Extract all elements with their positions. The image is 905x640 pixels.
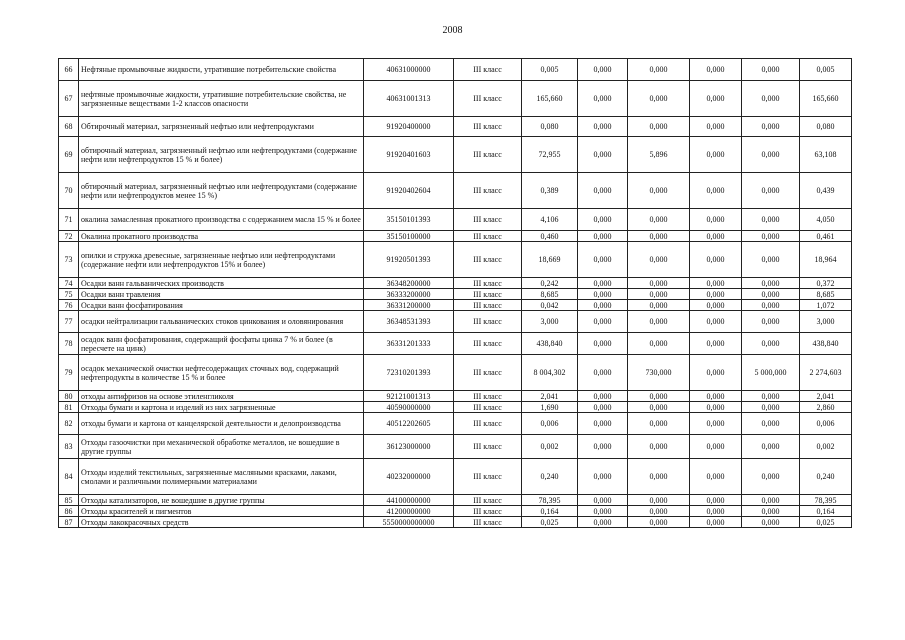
row-number-cell: 69 xyxy=(59,137,79,173)
row-number-cell: 75 xyxy=(59,289,79,300)
value-cell: 0,000 xyxy=(628,242,690,278)
table-row xyxy=(59,209,852,231)
value-cell: 0,000 xyxy=(578,300,628,311)
waste-name-cell: Отходы бумаги и картона и изделий из них загрязненные xyxy=(79,402,364,413)
value-cell: 0,000 xyxy=(628,435,690,459)
value-cell: 0,000 xyxy=(628,506,690,517)
waste-code-cell: 91920402604 xyxy=(364,173,454,209)
row-number-cell: 72 xyxy=(59,231,79,242)
row-number-cell: 83 xyxy=(59,435,79,459)
value-cell: 78,395 xyxy=(800,495,852,506)
value-cell: 0,000 xyxy=(690,413,742,435)
table-row xyxy=(59,435,852,459)
value-cell: 18,964 xyxy=(800,242,852,278)
table-row xyxy=(59,81,852,117)
value-cell: 0,000 xyxy=(690,173,742,209)
row-number-cell: 84 xyxy=(59,459,79,495)
value-cell: 0,164 xyxy=(522,506,578,517)
hazard-class-cell: III класс xyxy=(454,311,522,333)
waste-code-cell: 40590000000 xyxy=(364,402,454,413)
value-cell: 0,000 xyxy=(628,300,690,311)
row-number-cell: 67 xyxy=(59,81,79,117)
value-cell: 0,005 xyxy=(522,59,578,81)
waste-name-cell: осадок механической очистки нефтесодержащих сточных вод, содержащий нефтепродукты в количестве 15 % и более xyxy=(79,355,364,391)
waste-name-cell: Отходы катализаторов, не вошедшие в другие группы xyxy=(79,495,364,506)
table-row xyxy=(59,173,852,209)
hazard-class-cell: III класс xyxy=(454,517,522,528)
value-cell: 0,042 xyxy=(522,300,578,311)
table-row xyxy=(59,495,852,506)
waste-name-cell: Окалина прокатного производства xyxy=(79,231,364,242)
value-cell: 0,000 xyxy=(578,242,628,278)
value-cell: 5,896 xyxy=(628,137,690,173)
page-number: 2008 xyxy=(442,25,463,36)
hazard-class-cell: III класс xyxy=(454,242,522,278)
waste-code-cell: 40232000000 xyxy=(364,459,454,495)
hazard-class-cell: III класс xyxy=(454,413,522,435)
row-number-cell: 66 xyxy=(59,59,79,81)
value-cell: 1,072 xyxy=(800,300,852,311)
value-cell: 0,000 xyxy=(742,81,800,117)
row-number-cell: 80 xyxy=(59,391,79,402)
value-cell: 0,002 xyxy=(522,435,578,459)
row-number-cell: 79 xyxy=(59,355,79,391)
waste-code-cell: 40631000000 xyxy=(364,59,454,81)
value-cell: 0,080 xyxy=(800,117,852,137)
value-cell: 0,000 xyxy=(578,59,628,81)
hazard-class-cell: III класс xyxy=(454,117,522,137)
value-cell: 0,000 xyxy=(742,278,800,289)
value-cell: 0,000 xyxy=(690,81,742,117)
value-cell: 0,000 xyxy=(578,209,628,231)
hazard-class-cell: III класс xyxy=(454,391,522,402)
waste-code-cell: 36333200000 xyxy=(364,289,454,300)
value-cell: 0,000 xyxy=(742,495,800,506)
value-cell: 0,240 xyxy=(522,459,578,495)
value-cell: 0,000 xyxy=(578,495,628,506)
value-cell: 3,000 xyxy=(522,311,578,333)
waste-name-cell: осадок ванн фосфатирования, содержащий фосфаты цинка 7 % и более (в пересчете на цинк) xyxy=(79,333,364,355)
value-cell: 72,955 xyxy=(522,137,578,173)
value-cell: 3,000 xyxy=(800,311,852,333)
value-cell: 0,000 xyxy=(628,413,690,435)
table-row xyxy=(59,402,852,413)
hazard-class-cell: III класс xyxy=(454,459,522,495)
row-number-cell: 76 xyxy=(59,300,79,311)
waste-code-cell: 44100000000 xyxy=(364,495,454,506)
table-row xyxy=(59,137,852,173)
table-row xyxy=(59,300,852,311)
value-cell: 0,000 xyxy=(690,506,742,517)
value-cell: 2,860 xyxy=(800,402,852,413)
value-cell: 0,000 xyxy=(628,278,690,289)
value-cell: 0,000 xyxy=(578,435,628,459)
value-cell: 0,000 xyxy=(742,506,800,517)
value-cell: 0,000 xyxy=(578,506,628,517)
hazard-class-cell: III класс xyxy=(454,355,522,391)
value-cell: 0,006 xyxy=(800,413,852,435)
waste-name-cell: нефтяные промывочные жидкости, утратившие потребительские свойства, не загрязненные веществами 1-2 классов опасности xyxy=(79,81,364,117)
waste-table xyxy=(58,58,852,528)
value-cell: 0,000 xyxy=(690,242,742,278)
value-cell: 0,000 xyxy=(690,391,742,402)
row-number-cell: 86 xyxy=(59,506,79,517)
row-number-cell: 74 xyxy=(59,278,79,289)
value-cell: 730,000 xyxy=(628,355,690,391)
value-cell: 2,041 xyxy=(800,391,852,402)
row-number-cell: 73 xyxy=(59,242,79,278)
hazard-class-cell: III класс xyxy=(454,278,522,289)
value-cell: 0,000 xyxy=(690,137,742,173)
value-cell: 0,000 xyxy=(628,117,690,137)
waste-name-cell: отходы бумаги и картона от канцелярской деятельности и делопроизводства xyxy=(79,413,364,435)
value-cell: 0,000 xyxy=(628,495,690,506)
value-cell: 0,000 xyxy=(578,517,628,528)
hazard-class-cell: III класс xyxy=(454,81,522,117)
value-cell: 0,000 xyxy=(690,59,742,81)
value-cell: 0,000 xyxy=(628,81,690,117)
waste-name-cell: Обтирочный материал, загрязненный нефтью или нефтепродуктами xyxy=(79,117,364,137)
value-cell: 0,460 xyxy=(522,231,578,242)
value-cell: 165,660 xyxy=(800,81,852,117)
value-cell: 0,000 xyxy=(578,402,628,413)
waste-code-cell: 91920400000 xyxy=(364,117,454,137)
table-row xyxy=(59,59,852,81)
waste-name-cell: Отходы газоочистки при механической обработке металлов, не вошедшие в другие группы xyxy=(79,435,364,459)
value-cell: 0,000 xyxy=(690,231,742,242)
value-cell: 0,000 xyxy=(690,117,742,137)
waste-name-cell: Осадки ванн травления xyxy=(79,289,364,300)
waste-code-cell: 35150101393 xyxy=(364,209,454,231)
value-cell: 0,389 xyxy=(522,173,578,209)
value-cell: 438,840 xyxy=(800,333,852,355)
value-cell: 0,000 xyxy=(742,459,800,495)
value-cell: 0,000 xyxy=(578,333,628,355)
value-cell: 0,000 xyxy=(742,333,800,355)
value-cell: 0,000 xyxy=(742,289,800,300)
waste-name-cell: обтирочный материал, загрязненный нефтью или нефтепродуктами (содержание нефти или нефтепродуктов 15 % и более) xyxy=(79,137,364,173)
waste-name-cell: Отходы лакокрасочных средств xyxy=(79,517,364,528)
value-cell: 0,000 xyxy=(742,300,800,311)
table-row xyxy=(59,355,852,391)
row-number-cell: 82 xyxy=(59,413,79,435)
value-cell: 0,000 xyxy=(578,459,628,495)
value-cell: 0,000 xyxy=(690,459,742,495)
hazard-class-cell: III класс xyxy=(454,209,522,231)
value-cell: 0,005 xyxy=(800,59,852,81)
value-cell: 0,000 xyxy=(578,81,628,117)
table-row xyxy=(59,517,852,528)
hazard-class-cell: III класс xyxy=(454,289,522,300)
row-number-cell: 71 xyxy=(59,209,79,231)
value-cell: 0,240 xyxy=(800,459,852,495)
waste-name-cell: окалина замасленная прокатного производства с содержанием масла 15 % и более xyxy=(79,209,364,231)
value-cell: 0,000 xyxy=(742,311,800,333)
hazard-class-cell: III класс xyxy=(454,495,522,506)
hazard-class-cell: III класс xyxy=(454,173,522,209)
value-cell: 0,000 xyxy=(690,289,742,300)
waste-name-cell: Нефтяные промывочные жидкости, утратившие потребительские свойства xyxy=(79,59,364,81)
value-cell: 0,000 xyxy=(628,517,690,528)
table-row xyxy=(59,459,852,495)
waste-code-cell: 36348531393 xyxy=(364,311,454,333)
value-cell: 0,000 xyxy=(628,231,690,242)
value-cell: 78,395 xyxy=(522,495,578,506)
table-body xyxy=(59,59,852,528)
value-cell: 0,025 xyxy=(522,517,578,528)
table-row xyxy=(59,391,852,402)
value-cell: 0,000 xyxy=(742,173,800,209)
waste-code-cell: 41200000000 xyxy=(364,506,454,517)
table-row xyxy=(59,117,852,137)
waste-code-cell: 40512202605 xyxy=(364,413,454,435)
value-cell: 0,000 xyxy=(628,173,690,209)
hazard-class-cell: III класс xyxy=(454,435,522,459)
value-cell: 0,000 xyxy=(628,311,690,333)
hazard-class-cell: III класс xyxy=(454,333,522,355)
row-number-cell: 70 xyxy=(59,173,79,209)
value-cell: 0,164 xyxy=(800,506,852,517)
value-cell: 0,000 xyxy=(690,402,742,413)
value-cell: 0,242 xyxy=(522,278,578,289)
waste-name-cell: обтирочный материал, загрязненный нефтью или нефтепродуктами (содержание нефти или нефтепродуктов менее 15 %) xyxy=(79,173,364,209)
value-cell: 0,000 xyxy=(690,311,742,333)
row-number-cell: 81 xyxy=(59,402,79,413)
value-cell: 0,000 xyxy=(578,137,628,173)
row-number-cell: 68 xyxy=(59,117,79,137)
waste-name-cell: Отходы изделий текстильных, загрязненные масляными красками, лаками, смолами и различными полимерными материалами xyxy=(79,459,364,495)
hazard-class-cell: III класс xyxy=(454,231,522,242)
hazard-class-cell: III класс xyxy=(454,300,522,311)
value-cell: 0,000 xyxy=(742,391,800,402)
table-row xyxy=(59,231,852,242)
value-cell: 0,000 xyxy=(690,435,742,459)
waste-name-cell: Осадки ванн гальванических производств xyxy=(79,278,364,289)
value-cell: 2,041 xyxy=(522,391,578,402)
waste-code-cell: 35150100000 xyxy=(364,231,454,242)
row-number-cell: 78 xyxy=(59,333,79,355)
value-cell: 0,000 xyxy=(742,59,800,81)
value-cell: 0,000 xyxy=(578,278,628,289)
table-row xyxy=(59,506,852,517)
value-cell: 0,000 xyxy=(578,231,628,242)
value-cell: 0,000 xyxy=(628,459,690,495)
row-number-cell: 77 xyxy=(59,311,79,333)
waste-code-cell: 91920401603 xyxy=(364,137,454,173)
waste-code-cell: 40631001313 xyxy=(364,81,454,117)
table-row xyxy=(59,333,852,355)
waste-name-cell: отходы антифризов на основе этиленгликоля xyxy=(79,391,364,402)
hazard-class-cell: III класс xyxy=(454,402,522,413)
waste-code-cell: 72310201393 xyxy=(364,355,454,391)
value-cell: 0,000 xyxy=(690,355,742,391)
value-cell: 0,000 xyxy=(628,209,690,231)
waste-code-cell: 5550000000000 xyxy=(364,517,454,528)
value-cell: 0,000 xyxy=(628,333,690,355)
value-cell: 0,025 xyxy=(800,517,852,528)
table-row xyxy=(59,311,852,333)
value-cell: 0,000 xyxy=(690,300,742,311)
value-cell: 0,000 xyxy=(742,242,800,278)
hazard-class-cell: III класс xyxy=(454,506,522,517)
value-cell: 0,000 xyxy=(742,117,800,137)
value-cell: 0,080 xyxy=(522,117,578,137)
value-cell: 0,000 xyxy=(578,289,628,300)
value-cell: 1,690 xyxy=(522,402,578,413)
value-cell: 0,000 xyxy=(578,117,628,137)
row-number-cell: 87 xyxy=(59,517,79,528)
waste-code-cell: 36348200000 xyxy=(364,278,454,289)
value-cell: 0,000 xyxy=(690,333,742,355)
value-cell: 0,006 xyxy=(522,413,578,435)
value-cell: 165,660 xyxy=(522,81,578,117)
value-cell: 63,108 xyxy=(800,137,852,173)
value-cell: 0,000 xyxy=(690,517,742,528)
waste-name-cell: осадки нейтрализации гальванических стоков цинкования и оловянирования xyxy=(79,311,364,333)
hazard-class-cell: III класс xyxy=(454,59,522,81)
value-cell: 0,000 xyxy=(578,355,628,391)
value-cell: 2 274,603 xyxy=(800,355,852,391)
value-cell: 0,000 xyxy=(742,413,800,435)
value-cell: 0,002 xyxy=(800,435,852,459)
value-cell: 0,000 xyxy=(742,137,800,173)
table-row xyxy=(59,278,852,289)
value-cell: 438,840 xyxy=(522,333,578,355)
value-cell: 0,000 xyxy=(578,391,628,402)
value-cell: 0,000 xyxy=(690,209,742,231)
value-cell: 0,439 xyxy=(800,173,852,209)
value-cell: 0,461 xyxy=(800,231,852,242)
waste-name-cell: опилки и стружка древесные, загрязненные нефтью или нефтепродуктами (содержание нефти или нефтепродуктов 15% и более) xyxy=(79,242,364,278)
waste-code-cell: 36331200000 xyxy=(364,300,454,311)
value-cell: 0,000 xyxy=(628,289,690,300)
value-cell: 0,000 xyxy=(742,517,800,528)
value-cell: 0,372 xyxy=(800,278,852,289)
waste-code-cell: 91920501393 xyxy=(364,242,454,278)
value-cell: 0,000 xyxy=(578,311,628,333)
value-cell: 0,000 xyxy=(742,435,800,459)
value-cell: 0,000 xyxy=(578,413,628,435)
value-cell: 0,000 xyxy=(628,402,690,413)
value-cell: 0,000 xyxy=(742,402,800,413)
value-cell: 4,050 xyxy=(800,209,852,231)
value-cell: 5 000,000 xyxy=(742,355,800,391)
value-cell: 18,669 xyxy=(522,242,578,278)
waste-name-cell: Отходы красителей и пигментов xyxy=(79,506,364,517)
value-cell: 0,000 xyxy=(628,391,690,402)
table-row xyxy=(59,242,852,278)
value-cell: 4,106 xyxy=(522,209,578,231)
waste-code-cell: 36123000000 xyxy=(364,435,454,459)
table-row xyxy=(59,289,852,300)
table-row xyxy=(59,413,852,435)
waste-code-cell: 92121001313 xyxy=(364,391,454,402)
waste-code-cell: 36331201333 xyxy=(364,333,454,355)
value-cell: 0,000 xyxy=(628,59,690,81)
value-cell: 8,685 xyxy=(522,289,578,300)
value-cell: 0,000 xyxy=(690,495,742,506)
value-cell: 0,000 xyxy=(742,209,800,231)
row-number-cell: 85 xyxy=(59,495,79,506)
value-cell: 0,000 xyxy=(742,231,800,242)
value-cell: 0,000 xyxy=(578,173,628,209)
value-cell: 0,000 xyxy=(690,278,742,289)
value-cell: 8 004,302 xyxy=(522,355,578,391)
hazard-class-cell: III класс xyxy=(454,137,522,173)
value-cell: 8,685 xyxy=(800,289,852,300)
waste-name-cell: Осадки ванн фосфатирования xyxy=(79,300,364,311)
